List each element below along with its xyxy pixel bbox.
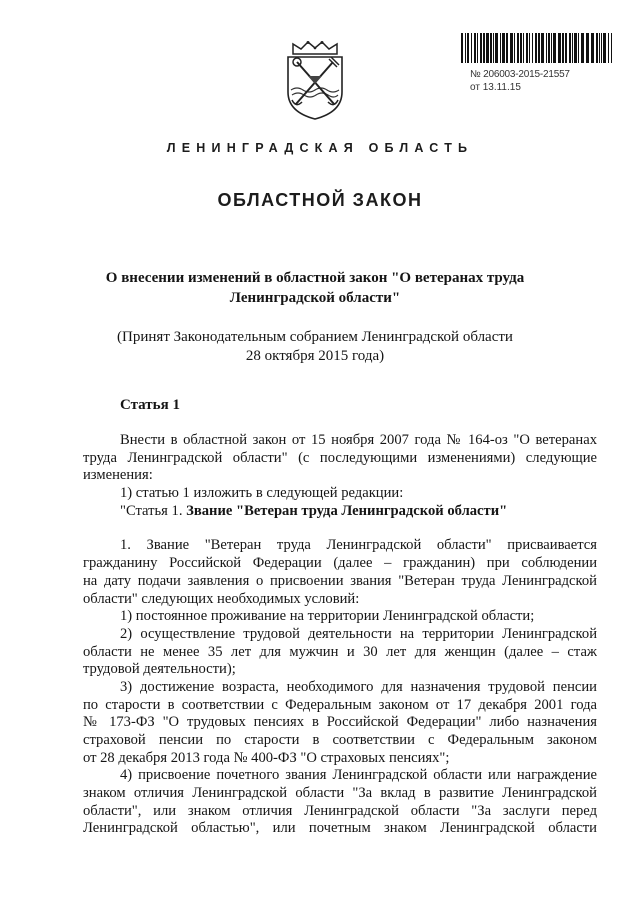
paragraph-line: страховой пенсии по старости в соответствии с Федеральным законом — [83, 732, 597, 748]
paragraph-line: труда Ленинградской области" (с последующими изменениями) следующие — [83, 449, 597, 466]
paragraph-line: на дату подачи заявления о присвоении звания "Ветеран труда Ленинградской — [83, 572, 597, 589]
paragraph-line: гражданину Российской Федерации (далее – гражданин) при соблюдении — [83, 555, 597, 572]
paragraph-line: 1) постоянное проживание на территории Ленинградской области; — [120, 608, 535, 625]
quoted-article-title: Звание "Ветеран труда Ленинградской области" — [186, 502, 508, 519]
paragraph-line: Ленинградской областью", или почетным знаком Ленинградской области — [83, 820, 597, 837]
article-body — [83, 432, 597, 838]
article-quote-line — [83, 503, 597, 521]
quoted-article-label: "Статья 1. — [120, 502, 187, 519]
paragraph-line: трудовой деятельности); — [83, 661, 236, 678]
paragraph-line: от 28 декабря 2013 года № 400-ФЗ "О страховых пенсиях"; — [83, 749, 450, 766]
paragraph-line: по старости в соответствии с Федеральным законом от 17 декабря 2001 года — [83, 696, 597, 713]
paragraph-line: 1. Звание "Ветеран труда Ленинградской области" присваивается — [120, 537, 597, 554]
document-type-heading: ОБЛАСТНОЙ ЗАКОН — [217, 190, 423, 210]
registration-barcode — [461, 33, 612, 63]
adoption-note-line: (Принят Законодательным собранием Ленинградской области — [117, 329, 513, 345]
coat-of-arms-emblem — [284, 40, 346, 120]
paragraph-line: 1) статью 1 изложить в следующей редакции: — [120, 485, 404, 502]
paragraph-line: № 173-ФЗ "О трудовых пенсиях в Российской Федерации" либо назначения — [83, 714, 597, 731]
paragraph-line: области не менее 35 лет для мужчин и 30 лет для женщин (далее – стаж — [83, 643, 597, 660]
law-title-line: Ленинградской области" — [229, 290, 401, 306]
paragraph-line: 2) осуществление трудовой деятельности на территории Ленинградской — [120, 625, 597, 642]
adoption-note — [90, 328, 540, 366]
paragraph-line: 4) присвоение почетного звания Ленинградской области или награждение — [120, 767, 597, 784]
paragraph-line: изменения: — [83, 467, 153, 484]
paragraph-line: области", или знаком отличия Ленинградской области "За заслуги перед — [83, 802, 597, 819]
paragraph-line: области" следующих необходимых условий: — [83, 590, 360, 607]
region-heading: ЛЕНИНГРАДСКАЯ ОБЛАСТЬ — [166, 141, 474, 155]
law-title-line: О внесении изменений в областной закон "О ветеранах труда — [105, 270, 525, 286]
paragraph-gap — [83, 520, 597, 537]
registration-number: № 206003-2015-21557 — [470, 69, 570, 80]
paragraph-line: 3) достижение возраста, необходимого для назначения трудовой пенсии — [120, 678, 597, 695]
article-heading: Статья 1 — [120, 397, 180, 413]
registration-date: от 13.11.15 — [470, 82, 521, 93]
paragraph-line: знаком отличия Ленинградской области "За вклад в развитие Ленинградской — [83, 785, 597, 802]
adoption-note-line: 28 октября 2015 года) — [245, 348, 385, 364]
paragraph-line: Внести в областной закон от 15 ноября 2007 года № 164-оз "О ветеранах — [120, 432, 597, 448]
law-title — [90, 268, 540, 308]
